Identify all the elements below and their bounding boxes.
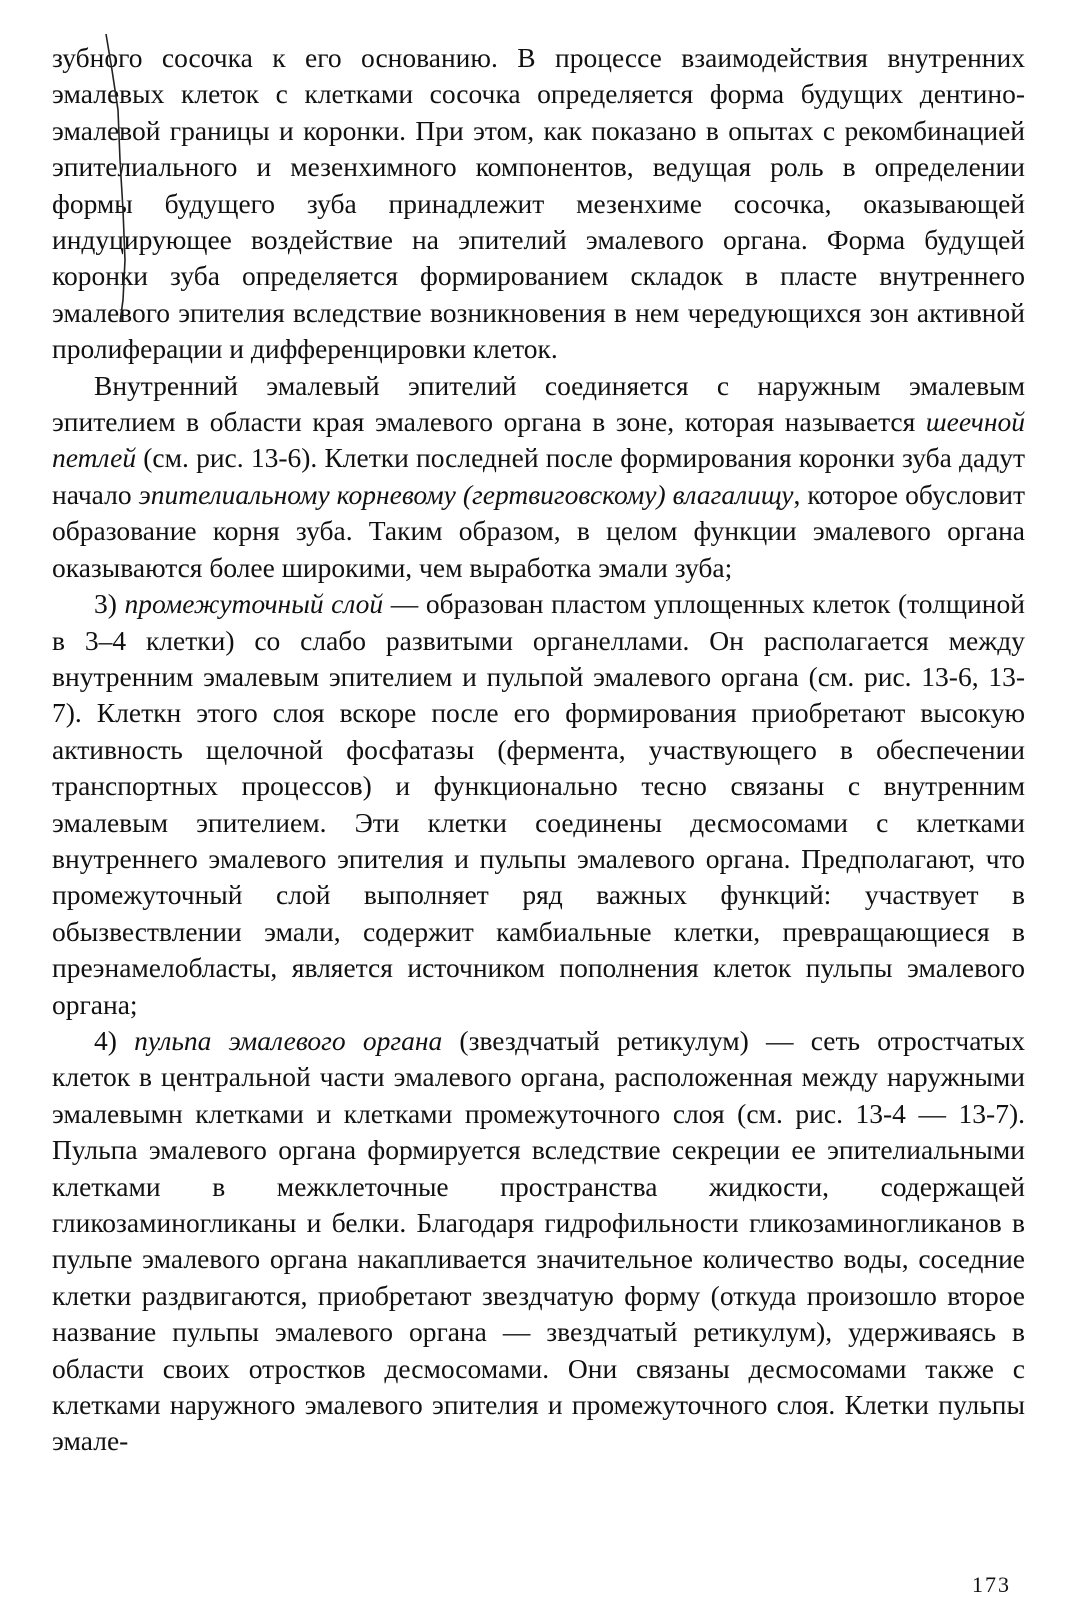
term-root-sheath: эпителиальному корневому (гертвиговскому) влагалищу [138,478,794,510]
paragraph-2-text-b: (см. рис. 13-6). Клетки последней после формирования коронки зуба дадут начало [52,442,1025,510]
term-enamel-organ-pulp: пульпа эмалевого органа [134,1024,443,1056]
paragraph-2-text-a: Внутренний эмалевый эпителий соединяется с наружным эмалевым эпителием в области края эмалевого органа в зоне, которая называется [52,369,1025,438]
paragraph-3 [52,586,1025,1023]
paragraph-4-text: (звездчатый ретикулум) — сеть отростчатых клеток в центральной части эмалевого органа, расположенная между наружными эмалевымн клетками и клетками промежуточного слоя (см. рис. 13-4 — 13-7). Пульпа эмалевого органа формируется вследствие секреции ее эпителиальными клетками в межклеточные пространства жидкости, содержащей гликозаминогликаны и белки. Благодаря гидрофильности гликозаминогликанов в пульпе эмалевого органа накапливается значительное количество воды, соседние клетки раздвигаются, приобретают звездчатую форму (откуда произошло второе название пульпы эмалевого органа — звездчатый ретикулум), удерживаясь в области своих отростков десмосомами. Они связаны десмосомами также с клетками наружного эмалевого эпителия и промежуточного слоя. Клетки пульпы эмале- [52,1024,1025,1457]
paragraph-2 [52,368,1025,586]
paragraph-3-number: 3) [94,588,125,620]
paragraph-2-text-c: , которое обусловит образование корня зуба. Таким образом, в целом функции эмалевого органа оказываются более широкими, чем выработка эмали зуба; [52,478,1025,583]
paragraph-3-text: — образован пластом уплощенных клеток (толщиной в 3–4 клетки) со слабо развитыми органеллами. Он располагается между внутренним эмалевым эпителием и пульпой эмалевого органа (см. рис. 13-6, 13-7). Клеткн этого слоя вскоре после его формирования приобретают высокую активность щелочной фосфатазы (фермента, участвующего в обеспечении транспортных процессов) и функционально тесно связаны с внутренним эмалевым эпителием. Эти клетки соединены десмосомами с клетками внутреннего эмалевого эпителия и пульпы эмалевого органа. Предполагают, что промежуточный слой выполняет ряд важных функций: участвует в обызвествлении эмали, содержит камбиальные клетки, превращающиеся в преэнамелобласты, является источником пополнения клеток пульпы эмалевого органа; [52,588,1025,1020]
term-intermediate-layer: промежуточный слой [124,588,384,620]
term-cervical-loop: шеечной петлей [52,406,1025,474]
body-text [52,40,1025,1460]
paragraph-4-number: 4) [94,1024,135,1056]
page-number: 173 [972,1572,1011,1597]
paragraph-4 [52,1023,1025,1460]
paragraph-1: зубного сосочка к его основанию. В процессе взаимодействия внутренних эмалевых клеток с клетками сосочка определяется форма будущих дентино-эмалевой границы и коронки. При этом, как показано в опытах с рекомбинацией эпителиального и мезенхимного компонентов, ведущая роль в определении формы будущего зуба принадлежит мезенхиме сосочка, оказывающей индуцирующее воздействие на эпителий эмалевого органа. Форма будущей коронки зуба определяется формированием складок в пласте внутреннего эмалевого эпителия вследствие возникновения в нем чередующихся зон активной пролиферации и дифференцировки клеток. [52,42,1025,365]
